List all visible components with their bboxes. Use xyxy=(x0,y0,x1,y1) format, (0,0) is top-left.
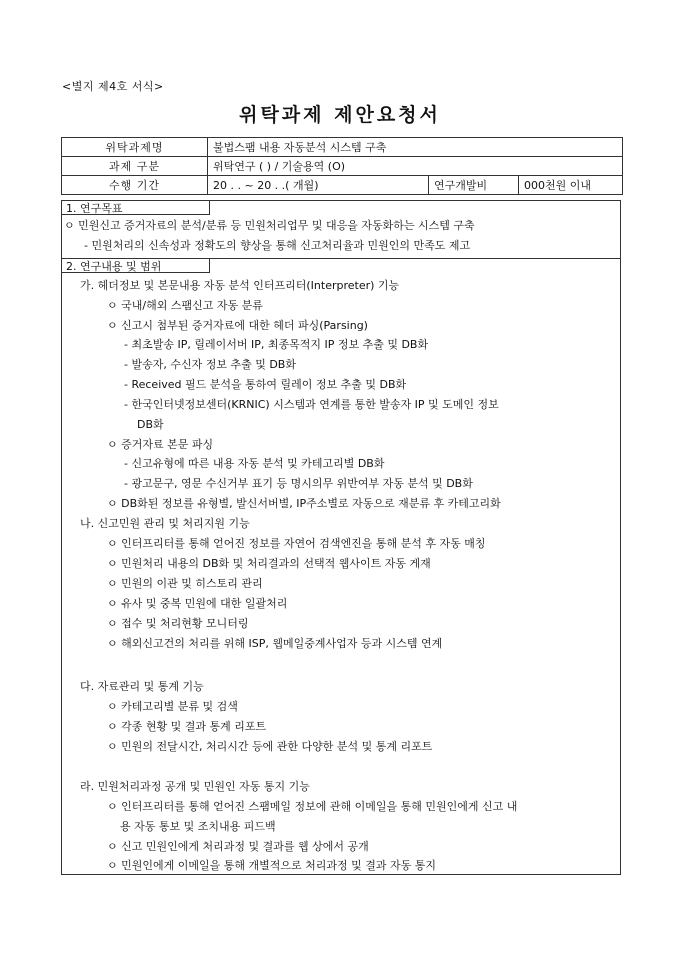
period-value: 20 . . ~ 20 . .( 개월) xyxy=(208,176,429,195)
section-goal-heading: 1. 연구목표 xyxy=(61,200,210,215)
subsection-da-title: 다. 자료관리 및 통계 기능 xyxy=(80,680,204,693)
section-scope-heading: 2. 연구내용 및 범위 xyxy=(61,258,210,273)
list-item: ㅇ 신고 민원인에게 처리과정 및 결과를 웹 상에서 공개 xyxy=(107,840,369,853)
form-number-label: <별지 제4호 서식> xyxy=(62,80,164,93)
list-item: ㅇ DB화된 정보를 유형별, 발신서버별, IP주소별로 자동으로 재분류 후 카테고리화 xyxy=(107,497,501,510)
table-row xyxy=(62,176,623,195)
list-item: ㅇ 증거자료 본문 파싱 xyxy=(107,438,214,451)
subsection-ra-title: 라. 민원처리과정 공개 및 민원인 자동 통지 기능 xyxy=(80,780,310,793)
list-item: ㅇ 유사 및 중복 민원에 대한 일괄처리 xyxy=(107,597,288,610)
list-item: ㅇ 인터프리터를 통해 얻어진 정보를 자연어 검색엔진을 통해 분석 후 자동 매칭 xyxy=(107,537,486,550)
budget-label: 연구개발비 xyxy=(429,176,519,195)
project-name-label: 위탁과제명 xyxy=(62,138,208,157)
table-row xyxy=(62,138,623,157)
list-item: - 최초발송 IP, 릴레이서버 IP, 최종목적지 IP 정보 추출 및 DB화 xyxy=(124,338,429,351)
list-item: - Received 필드 분석을 통하여 릴레이 정보 추출 및 DB화 xyxy=(124,378,407,391)
list-item: ㅇ 국내/해외 스팸신고 자동 분류 xyxy=(107,299,263,312)
project-type-label: 과제 구분 xyxy=(62,157,208,176)
list-item: ㅇ 민원인에게 이메일을 통해 개별적으로 처리과정 및 결과 자동 통지 xyxy=(107,859,436,872)
list-item: ㅇ 카테고리별 분류 및 검색 xyxy=(107,700,238,713)
project-name-value: 불법스팸 내용 자동분석 시스템 구축 xyxy=(208,138,623,157)
list-item: - 발송자, 수신자 정보 추출 및 DB화 xyxy=(124,358,296,371)
list-item: ㅇ 접수 및 처리현황 모니터링 xyxy=(107,617,249,630)
list-item: - 신고유형에 따른 내용 자동 분석 및 카테고리별 DB화 xyxy=(124,457,385,470)
period-label: 수행 기간 xyxy=(62,176,208,195)
list-item: ㅇ 해외신고건의 처리를 위해 ISP, 웹메일중계사업자 등과 시스템 연계 xyxy=(107,637,443,650)
list-item: ㅇ 인터프리터를 통해 얻어진 스팸메일 정보에 관해 이메일을 통해 민원인에게 신고 내 xyxy=(107,800,518,813)
list-item: - 한국인터넷정보센터(KRNIC) 시스템과 연계를 통한 발송자 IP 및 도메인 정보 xyxy=(124,398,499,411)
list-item: ㅇ 각종 현황 및 결과 통계 리포트 xyxy=(107,720,267,733)
list-item: ㅇ 민원처리 내용의 DB화 및 처리결과의 선택적 웹사이트 자동 게재 xyxy=(107,557,431,570)
project-info-table xyxy=(61,137,623,195)
subsection-ga-title: 가. 헤더정보 및 본문내용 자동 분석 인터프리터(Interpreter) 기능 xyxy=(80,279,400,292)
budget-value: 000천원 이내 xyxy=(519,176,623,195)
list-item: ㅇ 민원의 이관 및 히스토리 관리 xyxy=(107,577,263,590)
goal-text: ㅇ 민원신고 증거자료의 분석/분류 등 민원처리업무 및 대응을 자동화하는 시스템 구축 xyxy=(64,219,475,232)
list-item-continued: 용 자동 통보 및 조치내용 피드백 xyxy=(120,820,276,833)
goal-sub-text: - 민원처리의 신속성과 정확도의 향상을 통해 신고처리율과 민원인의 만족도 제고 xyxy=(84,239,471,252)
list-item: ㅇ 신고시 첨부된 증거자료에 대한 헤더 파싱(Parsing) xyxy=(107,319,368,332)
list-item: ㅇ 민원의 전달시간, 처리시간 등에 관한 다양한 분석 및 통계 리포트 xyxy=(107,740,433,753)
table-row xyxy=(62,157,623,176)
list-item: - 광고문구, 영문 수신거부 표기 등 명시의무 위반여부 자동 분석 및 DB화 xyxy=(124,477,473,490)
list-item-continued: DB화 xyxy=(137,418,164,431)
project-type-value: 위탁연구 ( ) / 기술용역 (O) xyxy=(208,157,623,176)
document-title: 위탁과제 제안요청서 xyxy=(239,104,441,126)
subsection-na-title: 나. 신고민원 관리 및 처리지원 기능 xyxy=(80,517,250,530)
